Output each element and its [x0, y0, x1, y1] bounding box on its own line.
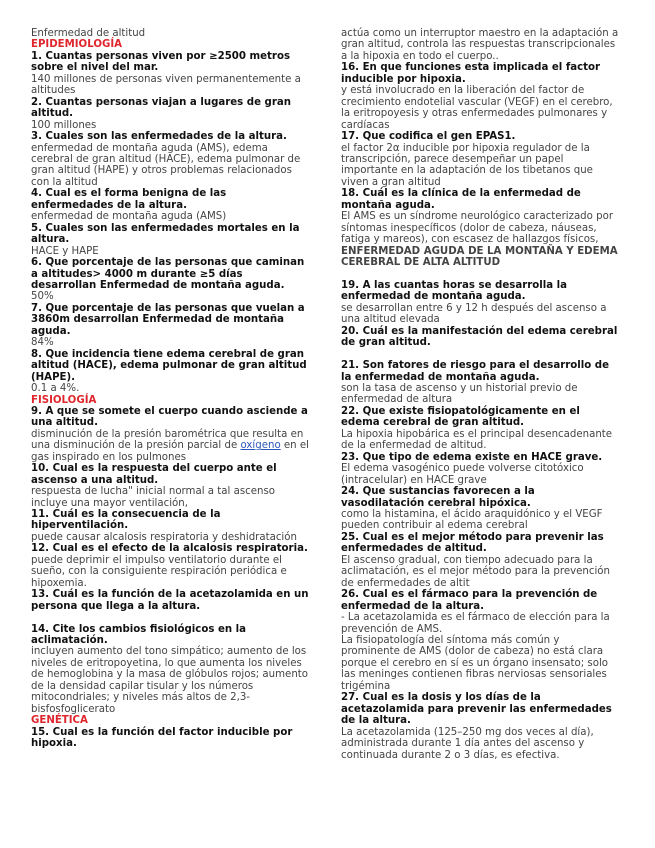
- question-line: 6. Que porcentaje de las personas que caminan: [31, 257, 305, 269]
- question-line: aclimatación.: [31, 635, 108, 646]
- question-line: edema cerebral de gran altitud.: [341, 417, 525, 429]
- answer-line: administrada durante 1 día antes del ascenso y: [341, 738, 585, 750]
- answer: [341, 612, 637, 635]
- answer-line: con la altitud: [31, 176, 98, 188]
- question-line: 21. Son fatores de riesgo para el desarrollo de: [341, 360, 610, 372]
- question: [341, 486, 637, 509]
- question-line: 25. Cual es el mejor método para prevenir las: [341, 531, 604, 543]
- answer-line: síntomas inespecíficos (dolor de cabeza, náuseas,: [341, 222, 597, 234]
- question-line: aguda.: [31, 325, 71, 337]
- question-line: (HAPE).: [31, 371, 76, 383]
- section-heading: [31, 395, 325, 406]
- subheading-line: ENFERMEDAD AGUDA DE LA MONTAÑA Y EDEMA: [341, 245, 618, 257]
- question-line: inducible por hipoxia.: [341, 73, 466, 85]
- answer: [31, 120, 325, 131]
- question-line: enfermedad de montaña aguda.: [341, 291, 526, 303]
- answer-line: altitudes: [31, 85, 76, 97]
- answer-line: 140 millones de personas viven permanentemente a: [31, 73, 301, 85]
- answer-line: cardíacas: [341, 119, 390, 131]
- answer-line: como la histamina, el ácido araquidónico y el VEGF: [341, 509, 603, 520]
- answer: [31, 74, 325, 97]
- question-line: montaña aguda.: [341, 199, 435, 211]
- question: [31, 188, 325, 211]
- question-line: 11. Cuál es la consecuencia de la: [31, 509, 221, 521]
- left-column: [31, 28, 325, 750]
- answer: [31, 646, 325, 715]
- question: [31, 257, 325, 291]
- answer-line: aclimatación, es el mejor método para la prevención: [341, 566, 610, 578]
- answer: [341, 28, 637, 62]
- question-line: 2. Cuantas personas viajan a lugares de gran: [31, 96, 291, 108]
- answer: [31, 555, 325, 589]
- question: [31, 589, 325, 612]
- answer: [341, 85, 637, 131]
- blank-line: [341, 269, 637, 280]
- question-line: 5. Cuales son las enfermedades mortales en la: [31, 222, 300, 234]
- answer-line: cerebral de gran altitud (HACE), edema pulmonar de: [31, 153, 301, 165]
- question: [341, 62, 637, 85]
- question-line: sobre el nivel del mar.: [31, 62, 159, 74]
- answer-line: El ascenso gradual, con tiempo adecuado para la: [341, 554, 593, 566]
- answer-line: de enfermedades de altit: [341, 577, 470, 589]
- question-line: desarrollan Enfermedad de montaña aguda.: [31, 279, 285, 291]
- question-line: enfermedades de altitud.: [341, 543, 487, 555]
- question-line: a altitudes> 4000 m durante ≥5 días: [31, 268, 243, 280]
- blank-line: [341, 349, 637, 360]
- answer-line: Enfermedad de altitud: [31, 28, 146, 39]
- question-line: enfermedades de la altura.: [31, 199, 187, 211]
- question: [341, 692, 637, 726]
- answer-line: La fisiopatología del síntoma más común y: [341, 634, 560, 646]
- question-line: 16. En que funciones esta implicada el factor: [341, 62, 601, 74]
- answer-line: crecimiento endotelial vascular (VEGF) en el cerebro,: [341, 96, 613, 108]
- question: [341, 589, 637, 612]
- question-line: enfermedad de la altura.: [341, 600, 484, 612]
- question-line: 4. Cual es el forma benigna de las: [31, 188, 227, 200]
- answer-line: puede deprimir el impulso ventilatorio durante el: [31, 554, 282, 566]
- answer-line: de hemoglobina y la masa de glóbulos rojos; aumento: [31, 669, 309, 681]
- answer: [341, 509, 637, 532]
- question: [341, 131, 637, 142]
- question-line: 19. A las cuantas horas se desarrolla la: [341, 279, 568, 291]
- answer-line: 0.1 a 4%.: [31, 383, 80, 395]
- answer-line: HACE y HAPE: [31, 245, 99, 257]
- answer-line: pueden contribuir al edema cerebral: [341, 520, 528, 532]
- answer-line: 100 millones: [31, 119, 97, 131]
- answer-line: transcripción, parece desempeñar un papel: [341, 153, 564, 165]
- question-line: altura.: [31, 234, 70, 246]
- question-line: 8. Que incidencia tiene edema cerebral de gran: [31, 348, 304, 360]
- answer: [31, 429, 325, 463]
- answer-line: prevención de AMS.: [341, 623, 443, 635]
- subheading-line: CEREBRAL DE ALTA ALTITUD: [341, 257, 501, 269]
- answer: [31, 291, 325, 302]
- question-line: persona que llega a la altura.: [31, 600, 201, 612]
- answer-line: actúa como un interruptor maestro en la adaptación a: [341, 28, 619, 39]
- answer-line: disminución de la presión barométrica que resulta en: [31, 428, 304, 440]
- answer: [341, 555, 637, 589]
- answer-line: trigémina: [341, 680, 391, 692]
- answer: [341, 463, 637, 486]
- question: [31, 51, 325, 74]
- question-line: 24. Que sustancias favorecen a la: [341, 486, 535, 498]
- question-line: de la altura.: [341, 715, 411, 727]
- answer-line: La acetazolamida (125–250 mg dos veces al día),: [341, 726, 594, 738]
- answer: [31, 383, 325, 394]
- question-line: 3860m desarrollan Enfermedad de montaña: [31, 314, 284, 326]
- question-line: 3. Cuales son las enfermedades de la altura.: [31, 131, 287, 143]
- answer: [31, 28, 325, 39]
- question-line: ascenso a una altitud.: [31, 474, 159, 486]
- answer-line: puede causar alcalosis respiratoria y deshidratación: [31, 531, 297, 543]
- answer: [31, 486, 325, 509]
- question-line: 20. Cuál es la manifestación del edema cerebral: [341, 325, 618, 337]
- section-heading-line: GENÉTICA: [31, 715, 88, 727]
- answer-line: respuesta de lucha" inicial normal a tal ascenso: [31, 486, 275, 498]
- question: [31, 624, 325, 647]
- question-line: hipoxia.: [31, 738, 77, 750]
- answer-line: enfermedad de montaña aguda (AMS), edema: [31, 142, 268, 154]
- answer-line: prominente de AMS (dolor de cabeza) no está clara: [341, 646, 604, 658]
- answer: [31, 143, 325, 189]
- answer-line: fatiga y mareos), con escasez de hallazgos físicos,: [341, 234, 599, 246]
- answer-line: viven a gran altitud: [341, 176, 441, 188]
- question-line: hiperventilación.: [31, 520, 129, 532]
- section-heading-line: FISIOLOGÍA: [31, 394, 97, 406]
- answer: [341, 383, 637, 406]
- question: [341, 360, 637, 383]
- question: [31, 349, 325, 383]
- question: [341, 406, 637, 429]
- question: [31, 727, 325, 750]
- question: [341, 452, 637, 463]
- question-line: 26. Cual es el fármaco para la prevención de: [341, 589, 598, 601]
- question-line: 15. Cual es la función del factor inducible por: [31, 726, 293, 738]
- answer-line: mitocondriales; y niveles más altos de 2,3-: [31, 692, 250, 704]
- oxygen-link[interactable]: oxígeno: [240, 440, 281, 452]
- question: [31, 97, 325, 120]
- answer-line: gas inspirado en los pulmones: [31, 451, 187, 463]
- question-line: altitud.: [31, 108, 74, 120]
- answer: [341, 635, 637, 692]
- answer-line: de la enfermedad de altitud.: [341, 440, 487, 452]
- answer-line: sueño, con la consiguiente respiración periódica e: [31, 566, 287, 578]
- answer-line: el factor 2α inducible por hipoxia regulador de la: [341, 142, 590, 154]
- question-line: altitud (HACE), edema pulmonar de gran altitud: [31, 360, 307, 372]
- answer-line: (intracelular) en HACE grave: [341, 474, 487, 486]
- question-line: vasodilatación cerebral hipóxica.: [341, 497, 531, 509]
- answer: [341, 143, 637, 189]
- answer-line: importante en la adaptación de los tibetanos que: [341, 165, 593, 177]
- answer-line: niveles de eritropoyetina, lo que aumenta los niveles: [31, 657, 302, 669]
- question: [31, 509, 325, 532]
- answer-line: porque el cerebro en sí es un órgano insensato; solo: [341, 657, 609, 669]
- question-line: una altitud.: [31, 417, 98, 429]
- answer-line: las meninges contienen fibras nerviosas sensoriales: [341, 669, 607, 681]
- question-line: 22. Que existe fisiopatológicamente en el: [341, 405, 580, 417]
- answer-line: la eritropoyesis y otras enfermedades pulmonares y: [341, 108, 608, 120]
- right-column: [341, 28, 637, 761]
- question-line: la enfermedad de montaña aguda.: [341, 371, 540, 383]
- answer-line: son la tasa de ascenso y un historial previo de: [341, 383, 578, 395]
- answer-line: enfermedad de montaña aguda (AMS): [31, 211, 227, 223]
- question: [341, 280, 637, 303]
- question: [341, 188, 637, 211]
- answer-line: a la hipoxia en todo el cuerpo..: [341, 50, 499, 62]
- answer-line: y está involucrado en la liberación del factor de: [341, 85, 585, 97]
- section-heading: [31, 715, 325, 726]
- answer: [341, 211, 637, 245]
- answer-line: una altitud elevada: [341, 314, 440, 326]
- answer-line: 84%: [31, 337, 54, 349]
- question-line: acetazolamida para prevenir las enfermedades: [341, 703, 612, 715]
- question-line: 18. Cuál es la clínica de la enfermedad de: [341, 188, 581, 200]
- question: [31, 131, 325, 142]
- question: [341, 326, 637, 349]
- question: [341, 532, 637, 555]
- answer-line: El edema vasogénico puede volverse citotóxico: [341, 463, 584, 475]
- answer-line: una disminución de la presión parcial de oxígeno en el: [31, 440, 309, 452]
- section-heading: [31, 39, 325, 50]
- question: [31, 543, 325, 554]
- answer: [31, 211, 325, 222]
- answer-line: enfermedad de altura: [341, 394, 453, 406]
- answer: [31, 337, 325, 348]
- question: [31, 223, 325, 246]
- answer: [341, 303, 637, 326]
- answer-line: gran altitud (HAPE) y otros problemas relacionados: [31, 165, 292, 177]
- subheading: [341, 246, 637, 269]
- answer-line: bisfosfoglicerato: [31, 703, 116, 715]
- answer-line: incluyen aumento del tono simpático; aumento de los: [31, 646, 307, 658]
- answer-line: El AMS es un síndrome neurológico caracterizado por: [341, 211, 614, 223]
- question-line: 7. Que porcentaje de las personas que vuelan a: [31, 302, 305, 314]
- question: [31, 406, 325, 429]
- answer-line: incluye una mayor ventilación,: [31, 497, 188, 509]
- answer-line: continuada durante 2 o 3 días, es efectiva.: [341, 749, 560, 761]
- question-line: 9. A que se somete el cuerpo cuando asciende a: [31, 405, 308, 417]
- question-line: 17. Que codifica el gen EPAS1.: [341, 131, 516, 143]
- question: [31, 303, 325, 337]
- answer: [31, 532, 325, 543]
- answer-line: hipoxemia.: [31, 577, 87, 589]
- question-line: 10. Cual es la respuesta del cuerpo ante el: [31, 463, 277, 475]
- question-line: 23. Que tipo de edema existe en HACE grave.: [341, 451, 603, 463]
- answer-line: se desarrollan entre 6 y 12 h después del ascenso a: [341, 302, 607, 314]
- answer-line: - La acetazolamida es el fármaco de elección para la: [341, 612, 610, 624]
- answer-line: La hipoxia hipobárica es el principal desencadenante: [341, 428, 613, 440]
- blank-line: [31, 612, 325, 623]
- question-line: 1. Cuantas personas viven por ≥2500 metros: [31, 50, 291, 62]
- answer-line: de la densidad capilar tisular y los números: [31, 680, 254, 692]
- answer: [341, 429, 637, 452]
- answer: [31, 246, 325, 257]
- question-line: 12. Cual es el efecto de la alcalosis respiratoria.: [31, 543, 308, 555]
- question-line: de gran altitud.: [341, 337, 431, 349]
- question: [31, 463, 325, 486]
- answer: [341, 727, 637, 761]
- answer-line: gran altitud, controla las respuestas transcripcionales: [341, 39, 616, 51]
- answer-line: 50%: [31, 291, 54, 303]
- question-line: 13. Cuál es la función de la acetazolamida en un: [31, 589, 309, 601]
- question-line: 27. Cual es la dosis y los días de la: [341, 692, 541, 704]
- question-line: 14. Cite los cambios fisiológicos en la: [31, 623, 247, 635]
- section-heading-line: EPIDEMIOLOGÍA: [31, 39, 123, 51]
